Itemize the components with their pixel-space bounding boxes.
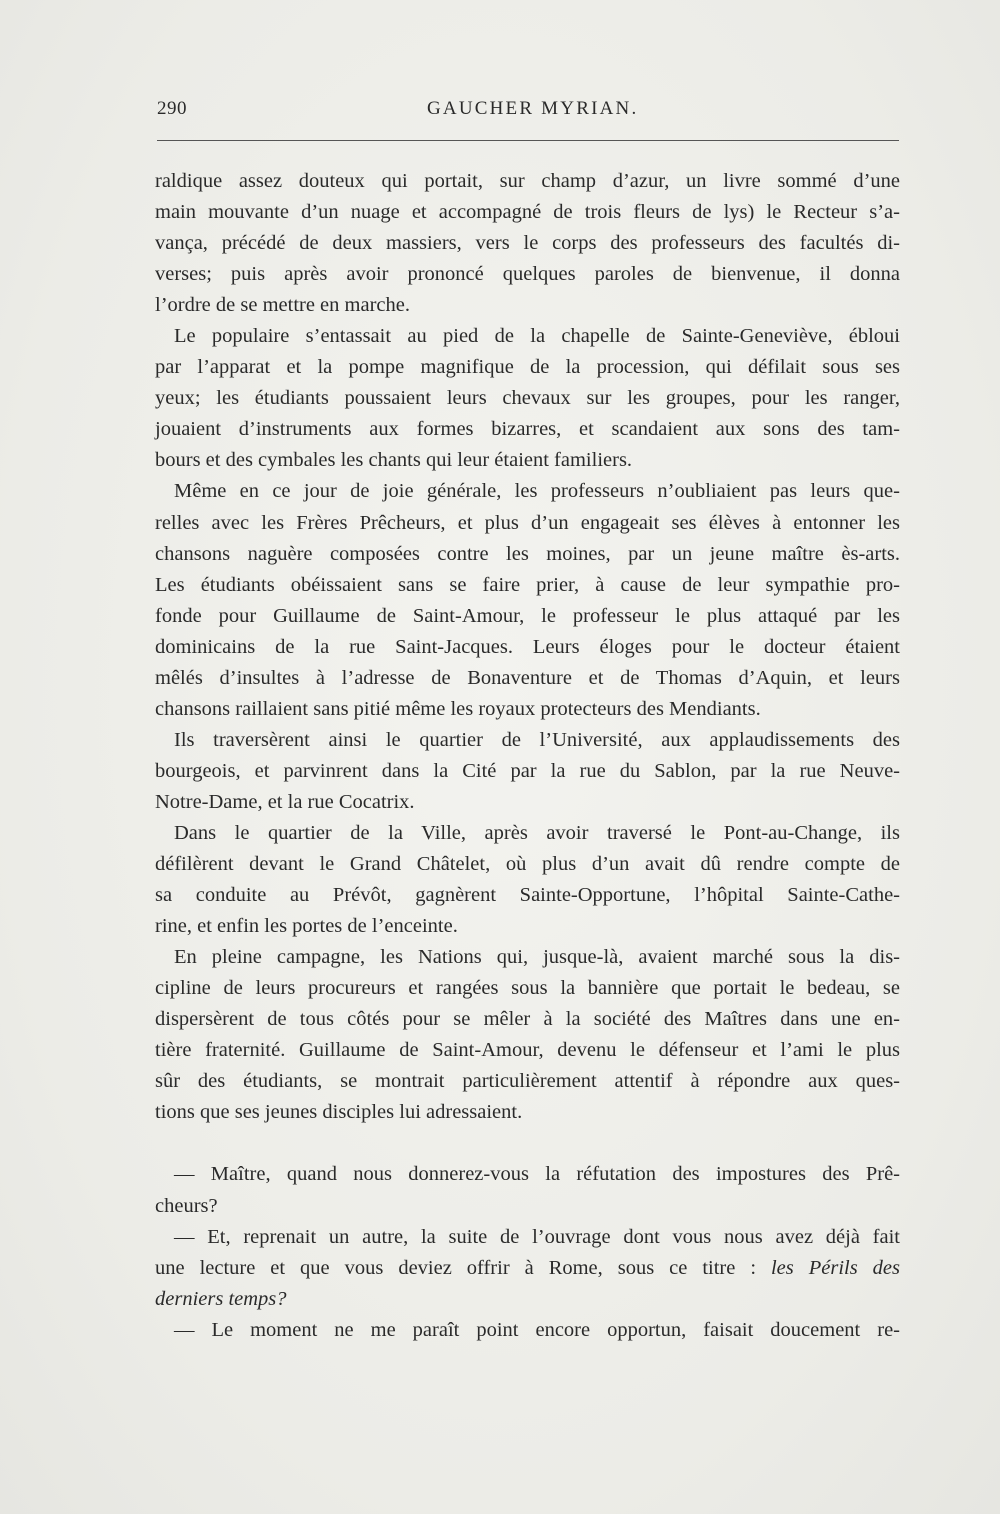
dialogue-line: — Maître, quand nous donnerez-vous la réfutation des impostures des Prê-	[174, 1163, 900, 1186]
dialogue-line: — Et, reprenait un autre, la suite de l’ouvrage dont vous nous avez déjà fait	[174, 1225, 900, 1248]
body-text	[155, 166, 900, 1346]
text-line: jouaient d’instruments aux formes bizarres, et scandaient aux sons des tam-	[155, 418, 900, 441]
text-line: mêlés d’insultes à l’adresse de Bonaventure et de Thomas d’Aquin, et leurs	[155, 666, 900, 689]
text-line: relles avec les Frères Prêcheurs, et plus d’un engageait ses élèves à entonner les	[155, 511, 900, 534]
text-line: Le populaire s’entassait au pied de la chapelle de Sainte-Geneviève, ébloui	[174, 325, 900, 348]
italic-title: les Périls des	[770, 1256, 900, 1279]
text-line: dominicains de la rue Saint-Jacques. Leurs éloges pour le docteur étaient	[155, 635, 900, 658]
text-line: verses; puis après avoir prononcé quelques paroles de bienvenue, il donna	[155, 263, 900, 286]
text-line: Dans le quartier de la Ville, après avoir traversé le Pont-au-Change, ils	[174, 821, 900, 844]
text-line: cipline de leurs procureurs et rangées sous la bannière que portait le bedeau, se	[155, 977, 900, 1000]
text-line: Même en ce jour de joie générale, les professeurs n’oubliaient pas leurs que-	[174, 480, 900, 503]
text-line: par l’apparat et la pompe magnifique de la procession, qui défilait sous ses	[155, 356, 900, 379]
text-line: fonde pour Guillaume de Saint-Amour, le professeur le plus attaqué par les	[155, 604, 900, 627]
text-line: chansons raillaient sans pitié même les royaux protecteurs des Mendiants.	[155, 697, 761, 720]
header-rule	[157, 140, 899, 141]
text-line: défilèrent devant le Grand Châtelet, où plus d’un avait dû rendre compte de	[155, 853, 900, 876]
text-line: bours et des cymbales les chants qui leur étaient familiers.	[155, 449, 633, 472]
text-line: Notre-Dame, et la rue Cocatrix.	[155, 790, 415, 813]
dialogue-text: une lecture et que vous deviez offrir à Rome, sous ce titre :	[155, 1256, 757, 1279]
page-number: 290	[157, 98, 187, 119]
text-line: chansons naguère composées contre les moines, par un jeune maître ès-arts.	[155, 542, 900, 565]
text-line: Les étudiants obéissaient sans se faire prier, à cause de leur sympathie pro-	[155, 573, 900, 596]
running-title: GAUCHER MYRIAN.	[427, 98, 639, 119]
text-line: Ils traversèrent ainsi le quartier de l’Université, aux applaudissements des	[174, 728, 900, 751]
text-line: tière fraternité. Guillaume de Saint-Amour, devenu le défenseur et l’ami le plus	[155, 1039, 900, 1062]
text-line: En pleine campagne, les Nations qui, jusque-là, avaient marché sous la dis-	[174, 946, 900, 969]
text-line: dispersèrent de tous côtés pour se mêler à la société des Maîtres dans une en-	[155, 1008, 900, 1031]
dialogue-line	[155, 1253, 900, 1284]
text-line: bourgeois, et parvinrent dans la Cité par la rue du Sablon, par la rue Neuve-	[155, 759, 900, 782]
text-line: rine, et enfin les portes de l’enceinte.	[155, 915, 458, 938]
text-line: yeux; les étudiants poussaient leurs chevaux sur les groupes, pour les ranger,	[155, 387, 900, 410]
dialogue-line: — Le moment ne me paraît point encore opportun, faisait doucement re-	[174, 1318, 900, 1341]
page-header	[157, 98, 898, 126]
text-line: main mouvante d’un nuage et accompagné de trois fleurs de lys) le Recteur s’a-	[155, 201, 900, 224]
text-line: raldique assez douteux qui portait, sur champ d’azur, un livre sommé d’une	[155, 170, 900, 192]
text-line: tions que ses jeunes disciples lui adressaient.	[155, 1101, 523, 1124]
dialogue-line: cheurs?	[155, 1194, 218, 1217]
text-line: sûr des étudiants, se montrait particulièrement attentif à répondre aux ques-	[155, 1070, 900, 1093]
text-line: sa conduite au Prévôt, gagnèrent Sainte-Opportune, l’hôpital Sainte-Cathe-	[155, 884, 900, 907]
text-line: l’ordre de se mettre en marche.	[155, 294, 410, 317]
italic-title: derniers temps?	[155, 1287, 287, 1310]
section-gap	[155, 1128, 900, 1159]
text-line: vança, précédé de deux massiers, vers le corps des professeurs des facultés di-	[155, 232, 900, 255]
